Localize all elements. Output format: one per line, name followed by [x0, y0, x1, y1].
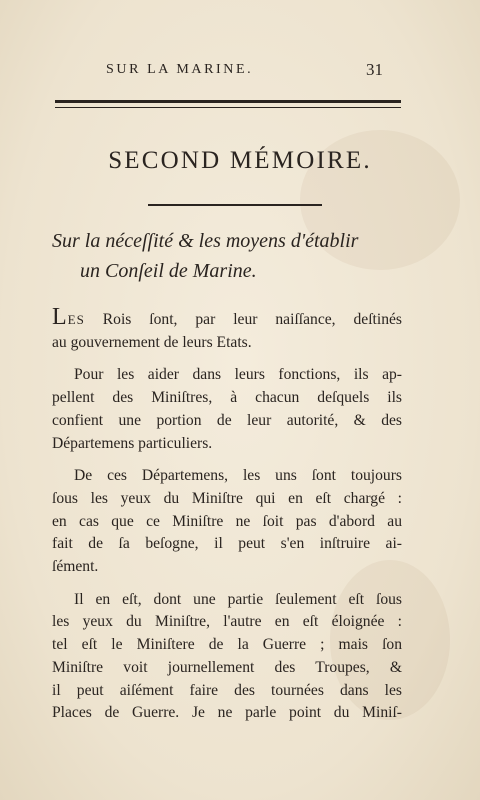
- text-line: tel eſt le Miniſtere de la Guerre ; mais ſon: [52, 636, 402, 654]
- text-line: fait de ſa beſogne, il peut s'en inſtruire ai-: [52, 535, 402, 553]
- text-line-content: Rois ſont, par leur naiſſance, deſtinés: [84, 311, 402, 328]
- text-line: Miniſtre voit journellement des Troupes, &: [52, 658, 402, 676]
- body-text: [52, 304, 402, 735]
- paragraph-3: [52, 465, 402, 579]
- paragraph-4: [52, 589, 402, 725]
- text-line: Pour les aider dans leurs fonctions, ils ap-: [74, 366, 402, 384]
- paragraph-2: [52, 364, 402, 455]
- chapter-title: SECOND MÉMOIRE.: [108, 147, 372, 174]
- text-line: il peut aiſément faire des tournées dans les: [52, 681, 402, 699]
- text-line: [52, 304, 402, 332]
- header-rule-thin: [55, 107, 401, 108]
- subtitle-line-2: un Conſeil de Marine.: [80, 260, 257, 282]
- title-rule: [148, 204, 322, 206]
- paragraph-1: [52, 304, 402, 354]
- text-line: ſément.: [52, 558, 99, 576]
- text-line: Départemens particuliers.: [52, 434, 213, 452]
- text-line: en cas que ce Miniſtre ne ſoit pas d'abord au: [52, 512, 402, 530]
- text-line: confient une portion de leur autorité, & des: [52, 411, 402, 429]
- running-head: SUR LA MARINE.: [106, 62, 254, 77]
- text-line: Il en eſt, dont une partie ſeulement eſt ſous: [74, 590, 402, 608]
- text-line: pellent des Miniſtres, à chacun deſquels ils: [52, 389, 402, 407]
- header-rule-thick: [55, 100, 401, 103]
- text-line: Places de Guerre. Je ne parle point du Miniſ-: [52, 704, 402, 722]
- small-caps: ES: [67, 312, 85, 327]
- page-number: 31: [366, 60, 383, 79]
- text-line: ſous les yeux du Miniſtre qui en eſt chargé :: [52, 489, 402, 507]
- chapter-subtitle: [52, 226, 412, 286]
- text-line: au gouvernement de leurs Etats.: [52, 333, 252, 351]
- text-line: De ces Départemens, les uns ſont toujours: [74, 467, 402, 485]
- drop-cap: L: [52, 304, 68, 330]
- text-line: les yeux du Miniſtre, l'autre en eſt éloignée :: [52, 613, 402, 631]
- subtitle-line-1: Sur la néceſſité & les moyens d'établir: [52, 230, 359, 252]
